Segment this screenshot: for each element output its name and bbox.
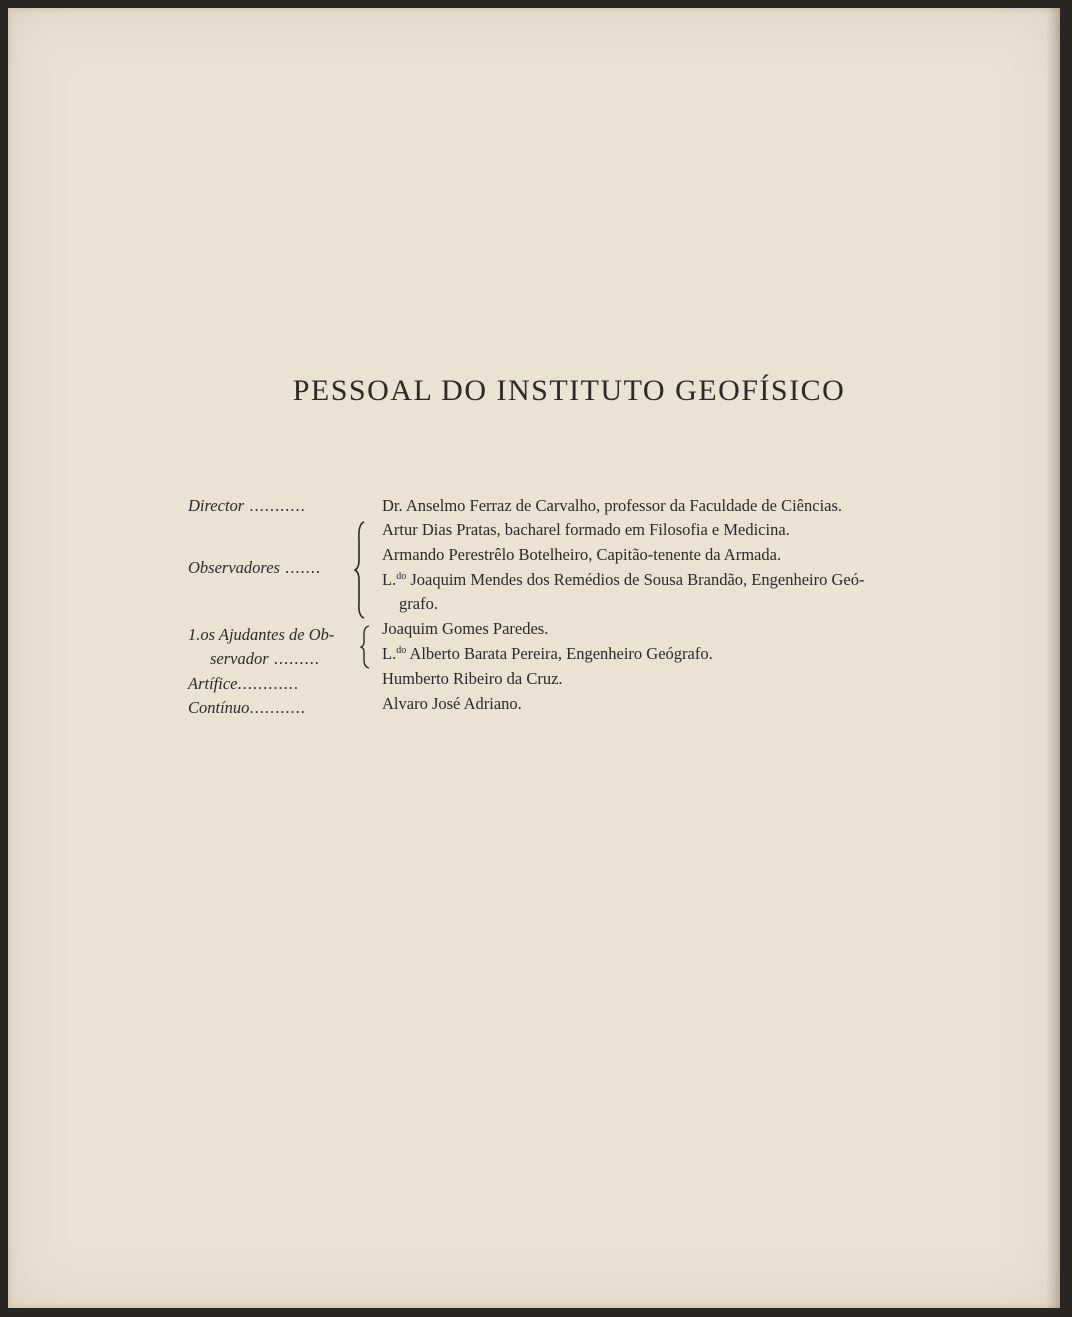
role-ajudantes-label-2: servador <box>210 649 269 668</box>
role-continuo-label: Contínuo <box>188 698 250 717</box>
role-ajudantes-label-1: 1.os Ajudantes de Ob- <box>188 625 335 644</box>
staff-observador-3-text: Joaquim Mendes dos Remédios de Sousa Brandão, Engenheiro Geó- <box>406 570 865 589</box>
role-observadores <box>188 558 321 578</box>
superscript: do <box>396 571 407 582</box>
staff-continuo: Alvaro José Adriano. <box>382 694 522 713</box>
staff-observador-3-cont: grafo. <box>399 594 438 613</box>
role-ajudantes-line1 <box>188 625 334 645</box>
leader-dots: ........... <box>249 698 306 717</box>
staff-ajudante-2-prefix: L. <box>382 644 397 663</box>
staff-ajudante-2-text: Alberto Barata Pereira, Engenheiro Geógrafo. <box>406 644 713 663</box>
role-artifice <box>188 674 299 694</box>
staff-observador-1: Artur Dias Pratas, bacharel formado em Filosofia e Medicina. <box>382 520 790 539</box>
role-artifice-label: Artífice <box>188 674 238 693</box>
role-observadores-label: Observadores <box>188 558 280 577</box>
leader-dots: ........... <box>244 496 306 515</box>
staff-ajudante-2 <box>382 644 713 664</box>
page-title: PESSOAL DO INSTITUTO GEOFÍSICO <box>292 374 846 407</box>
role-director-label: Director <box>188 496 245 515</box>
leader-dots: ............ <box>237 674 299 693</box>
staff-observador-3 <box>382 570 864 590</box>
superscript: do <box>396 645 407 656</box>
staff-observador-2: Armando Perestrêlo Botelheiro, Capitão-tenente da Armada. <box>382 545 782 564</box>
staff-ajudante-1: Joaquim Gomes Paredes. <box>382 619 549 638</box>
role-director <box>188 496 306 516</box>
staff-artifice: Humberto Ribeiro da Cruz. <box>382 669 563 688</box>
observadores-brace <box>354 520 368 620</box>
staff-observador-3-prefix: L. <box>382 570 397 589</box>
document-page <box>8 8 1060 1308</box>
ajudantes-brace <box>360 624 372 670</box>
leader-dots: ....... <box>279 558 321 577</box>
leader-dots: ......... <box>268 649 320 668</box>
staff-director: Dr. Anselmo Ferraz de Carvalho, professor da Faculdade de Ciências. <box>382 496 843 515</box>
page-edge-shadow <box>1046 8 1060 1308</box>
role-continuo <box>188 698 306 718</box>
role-ajudantes-line2 <box>210 649 320 669</box>
